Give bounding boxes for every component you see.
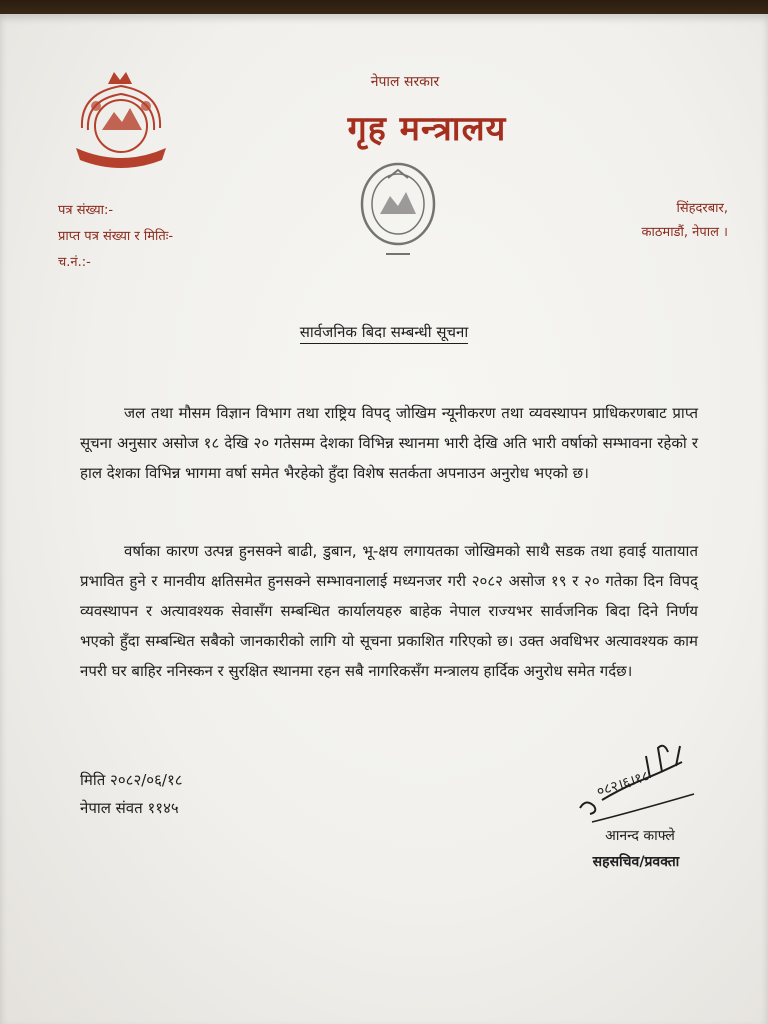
notice-date: मिति २०८२/०६/१८	[80, 771, 183, 789]
letter-number-label: पत्र संख्या:-	[58, 203, 114, 218]
ministry-name: गृह मन्त्रालय	[347, 109, 507, 149]
signatory-designation: सहसचिव/प्रवक्ता	[592, 854, 680, 870]
notice-paragraph-2	[80, 536, 698, 686]
dispatch-number-label: च.नं.:-	[58, 255, 91, 270]
handwritten-date: ०८२।६।१८	[594, 768, 652, 801]
paragraph-2-text: वर्षाका कारण उत्पन्न हुनसक्ने बाढी, डुबान, भू-क्षय लगायतका जोखिमको साथै सडक तथा हवाई यातायात प्रभावित हुने र मानवीय क्षतिसमेत हुनसक्ने सम्भावनालाई मध्यनजर गरी २०८२ असोज १९ र २० गतेका दिन विपद् व्यवस्थापन र अत्यावश्यक सेवासँग सम्बन्धित कार्यालयहरु बाहेक नेपाल राज्यभर सार्वजनिक बिदा दिने निर्णय भएको हुँदा सम्बन्धित सबैको जानकारीको लागि यो सूचना प्रकाशित गरिएको छ। उक्त अवधिभर अत्यावश्यक काम नपरी घर बाहिर ननिस्कन र सुरक्षित स्थानमा रहन सबै नागरिकसँग मन्त्रालय हार्दिक अनुरोध समेत गर्दछ।	[80, 542, 698, 680]
nepal-coat-of-arms-icon	[62, 68, 180, 178]
address-line-2: काठमाडौं, नेपाल ।	[641, 225, 728, 240]
paragraph-1-text: जल तथा मौसम विज्ञान विभाग तथा राष्ट्रिय विपद् जोखिम न्यूनीकरण तथा व्यवस्थापन प्राधिकरणबाट प्राप्त सूचना अनुसार असोज १८ देखि २० गतेसम्म देशका विभिन्न स्थानमा भारी देखि अति भारी वर्षाको सम्भावना रहेको र हाल देशका विभिन्न भागमा वर्षा समेत भैरहेको हुँदा विशेष सतर्कता अपनाउन अनुरोध भएको छ।	[80, 404, 698, 482]
ministry-seal-icon	[358, 156, 438, 264]
notice-subject-text: सार्वजनिक बिदा सम्बन्धी सूचना	[300, 323, 469, 344]
received-letter-label: प्राप्त पत्र संख्या र मितिः-	[58, 229, 174, 244]
notice-subject	[0, 322, 768, 342]
notice-paragraph-1	[80, 398, 698, 488]
nepal-sambat-date: नेपाल संवत ११४५	[80, 799, 179, 817]
government-name: नेपाल सरकार	[370, 74, 440, 90]
address-line-1: सिंहदरबार,	[676, 201, 728, 216]
signatory-name: आनन्द काफ्ले	[605, 828, 675, 844]
